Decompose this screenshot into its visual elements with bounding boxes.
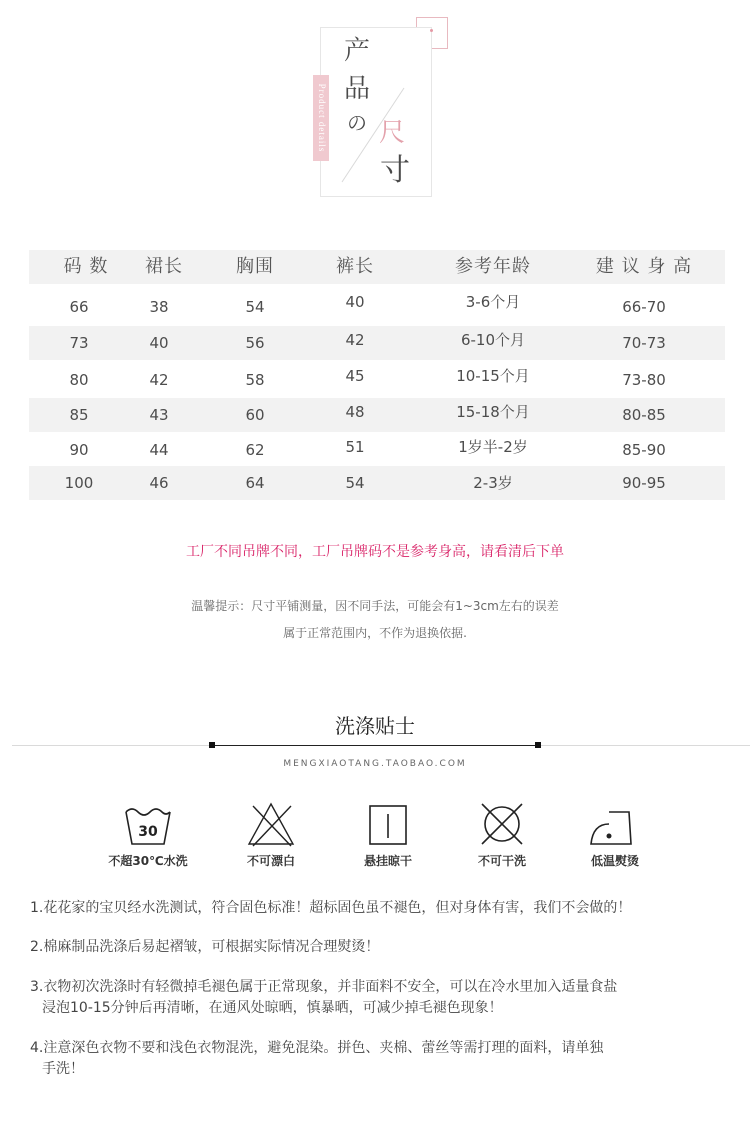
cell-age: 1岁半-2岁 (458, 438, 528, 456)
cell-size: 73 (69, 334, 89, 352)
cell-age: 10-15个月 (456, 367, 530, 385)
cell-chest: 62 (245, 441, 265, 459)
care-tip (30, 1038, 730, 1080)
cell-pants: 42 (345, 331, 365, 349)
header-char-1: 产 (344, 36, 371, 66)
hang-dry-icon (358, 800, 418, 848)
care-tip (30, 977, 730, 1019)
cell-height: 90-95 (622, 474, 666, 492)
cell-chest: 56 (245, 334, 265, 352)
cell-pants: 45 (345, 367, 365, 385)
cell-size: 66 (69, 298, 89, 316)
cell-skirt: 40 (149, 334, 169, 352)
table-row (29, 326, 725, 360)
cell-chest: 54 (245, 298, 265, 316)
cell-size: 85 (69, 406, 89, 424)
care-tip-line: 手洗！ (42, 1061, 84, 1077)
cell-skirt: 43 (149, 406, 169, 424)
care-tip-line: 浸泡10-15分钟后再清晰，在通风处晾晒，慎暴晒，可减少掉毛褪色现象！ (42, 1000, 503, 1016)
table-row (29, 363, 725, 397)
cell-height: 70-73 (622, 334, 666, 352)
wash-30-icon (118, 800, 178, 848)
cell-skirt: 46 (149, 474, 169, 492)
cell-height: 73-80 (622, 371, 666, 389)
col-chest: 胸围 (236, 256, 274, 277)
header-band-text: Product details (317, 83, 327, 153)
header-char-4: 尺 (379, 118, 406, 148)
size-tag-notice: 工厂不同吊牌不同，工厂吊牌码不是参考身高，请看清后下单 (186, 544, 564, 560)
table-row (29, 466, 725, 500)
col-skirt-length: 裙长 (145, 256, 183, 277)
cell-pants: 51 (345, 438, 365, 456)
no-dry-clean-label: 不可干洗 (477, 854, 526, 868)
no-bleach-label: 不可漂白 (246, 854, 295, 868)
care-tip-line: 2.棉麻制品洗涤后易起褶皱，可根据实际情况合理熨烫！ (30, 939, 380, 955)
low-iron-icon (585, 800, 645, 848)
care-tip (30, 898, 730, 919)
cell-age: 15-18个月 (456, 403, 530, 421)
hang-dry-label: 悬挂晾干 (363, 854, 412, 868)
wash-section-subtitle: MENGXIAOTANG.TAOBAO.COM (283, 759, 467, 769)
measure-tip-line1: 温馨提示：尺寸平铺测量，因不同手法，可能会有1~3cm左右的误差 (191, 599, 559, 613)
cell-pants: 48 (345, 403, 365, 421)
wash-temp-label: 30 (138, 824, 158, 840)
cell-chest: 58 (245, 371, 265, 389)
cell-skirt: 42 (149, 371, 169, 389)
cell-chest: 64 (245, 474, 265, 492)
cell-skirt: 38 (149, 298, 169, 316)
wash-divider-dot-left (209, 742, 215, 748)
cell-pants: 40 (345, 293, 365, 311)
wash-divider-dot-right (535, 742, 541, 748)
header-char-5: 寸 (380, 153, 410, 188)
header-corner-dot (430, 29, 433, 32)
care-tip-line: 3.衣物初次洗涤时有轻微掉毛褪色属于正常现象，并非面料不安全，可以在冷水里加入适量食盐 (30, 979, 618, 995)
measure-tip-line2: 属于正常范围内，不作为退换依据. (283, 626, 467, 640)
header-char-3: の (347, 111, 367, 135)
care-tip (30, 937, 730, 958)
low-iron-label: 低温熨烫 (590, 854, 639, 868)
table-row (29, 398, 725, 432)
header-char-2: 品 (344, 74, 371, 104)
no-dry-clean-icon (472, 800, 532, 848)
cell-size: 90 (69, 441, 89, 459)
care-tip-line: 1.花花家的宝贝经水洗测试，符合固色标准！超标固色虽不褪色，但对身体有害，我们不会做的！ (30, 900, 632, 916)
cell-age: 2-3岁 (473, 474, 513, 492)
col-height: 建 议 身 高 (595, 256, 693, 277)
col-pants-length: 裤长 (336, 256, 374, 277)
cell-size: 100 (64, 474, 94, 492)
cell-height: 85-90 (622, 441, 666, 459)
cell-pants: 54 (345, 474, 365, 492)
table-row (29, 290, 725, 324)
cell-height: 66-70 (622, 298, 666, 316)
wash-divider-thick (212, 745, 538, 746)
cell-size: 80 (69, 371, 89, 389)
wash-30-label: 不超30℃水洗 (108, 854, 188, 868)
size-table-header (29, 250, 725, 284)
table-row (29, 433, 725, 467)
cell-age: 6-10个月 (460, 331, 526, 349)
cell-age: 3-6个月 (465, 293, 521, 311)
col-age: 参考年龄 (455, 256, 531, 277)
wash-section-title: 洗涤贴士 (335, 714, 415, 738)
cell-skirt: 44 (149, 441, 169, 459)
cell-height: 80-85 (622, 406, 666, 424)
care-tip-line: 4.注意深色衣物不要和浅色衣物混洗，避免混染。拼色、夹棉、蕾丝等需打理的面料，请单独 (30, 1040, 604, 1056)
col-size: 码 数 (63, 256, 109, 277)
no-bleach-icon (241, 800, 301, 848)
header-slash-line (322, 36, 430, 190)
cell-chest: 60 (245, 406, 265, 424)
